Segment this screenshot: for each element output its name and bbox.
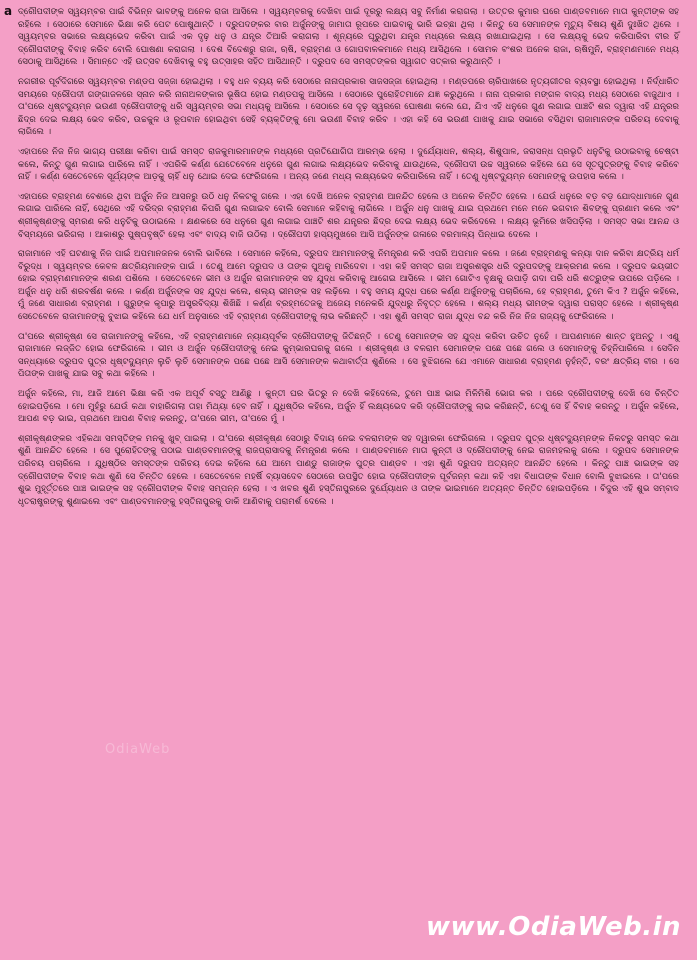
- paragraph: ଶ୍ରୀକୃଷ୍ଣଙ୍କର ଏହିକଥା ସମସ୍ତିଙ୍କ ମନକୁ ଖୁବ୍ ପାଇଲା । ତା'ପରେ ଶ୍ରୀକୃଷ୍ଣ ସେଠାରୁ ବିଦାୟ ନେଇ ବଳରାମଙ୍କ ସହ ଦ୍ୱାରକା ଫେରିଗଲେ । ଦ୍ରୁପଦ ପୁତ୍ର ଧୃଷ୍ଟଦ୍ୟୁମ୍ନଙ୍କ ନିକଟରୁ ସମସ୍ତ କଥା ଶୁଣି ଆନନ୍ଦିତ ହେଲେ । ସେ ପୁରୋହିତଙ୍କୁ ପଠାଇ ପାଣ୍ଡବମାନଙ୍କୁ ରାଜପ୍ରାସାଦକୁ ନିମନ୍ତ୍ରଣ କଲେ । ପାଣ୍ଡବମାନେ ମାତା କୁନ୍ତୀ ଓ ଦ୍ରୌପଦୀଙ୍କୁ ନେଇ ରାଜମହଲକୁ ଗଲେ । ଦ୍ରୁପଦ ସେମାନଙ୍କ ପରିଚୟ ପଚାରିଲେ । ଯୁଧିଷ୍ଠିର ସମସ୍ତଙ୍କ ପରିଚୟ ଦେଇ କହିଲେ ଯେ ଆମେ ପାଣ୍ଡୁ ରାଜାଙ୍କ ପୁତ୍ର ପାଣ୍ଡବ । ଏହା ଶୁଣି ଦ୍ରୁପଦ ଅତ୍ୟନ୍ତ ଆନନ୍ଦିତ ହେଲେ । କିନ୍ତୁ ପାଞ୍ଚ ଭାଇଙ୍କ ସହ ଦ୍ରୌପଦୀଙ୍କ ବିବାହ କଥା ଶୁଣି ସେ ଚିନ୍ତିତ ହେଲେ । ସେତେବେଳେ ମହର୍ଷି ବ୍ୟାସଦେବ ସେଠାରେ ଉପସ୍ଥିତ ହୋଇ ଦ୍ରୌପଦୀଙ୍କ ପୂର୍ବଜନ୍ମ କଥା କହି ଏହା ବିଧାତାଙ୍କ ବିଧାନ ବୋଲି ବୁଝାଇଲେ । ତା'ପରେ ଶୁଭ ମୁହୂର୍ତ୍ତରେ ପାଞ୍ଚ ଭାଇଙ୍କ ସହ ଦ୍ରୌପଦୀଙ୍କ ବିବାହ ସମ୍ପନ୍ନ ହେଲା । ଏ ଖବର ଶୁଣି ହସ୍ତିନାପୁରରେ ଦୁର୍ଯ୍ୟୋଧନ ଓ ତାଙ୍କ ଭାଇମାନେ ଅତ୍ୟନ୍ତ ଚିନ୍ତିତ ହୋଇପଡ଼ିଲେ । ବିଦୁର ଏହି ଶୁଭ ସମ୍ବାଦ ଧୃତରାଷ୍ଟ୍ରଙ୍କୁ ଶୁଣାଇଲେ ଏବଂ ପାଣ୍ଡବମାନଙ୍କୁ ହସ୍ତିନାପୁରକୁ ଡାକି ଆଣିବାକୁ ପରାମର୍ଶ ଦେଲେ ।: [18, 433, 679, 507]
- paragraph: ଦ୍ରୌପଦୀଙ୍କ ସ୍ୱୟମ୍ବର ପାଇଁ ବିଭିନ୍ନ ଭାବଙ୍କୁ ଅନେକ ରାଜା ଆସିଲେ । ସ୍ୱୟମ୍ବରକୁ ଦେଖିବା ପାଇଁ ଦୂରରୁ ଲକ୍ଷ୍ୟ ସବୁ ନିର୍ମାଣ କରାଗଲା । ଉତ୍ତର କୁମାର ଘରେ ପାଣ୍ଡବମାନେ ମାତା କୁନ୍ତୀଙ୍କ ସହ ରହିଲେ । ସେଠାରେ ସେମାନେ ଭିକ୍ଷା କରି ପେଟ ପୋଷୁଥାନ୍ତି । ଦ୍ରୁପଦଙ୍କର ବାର ଅର୍ଜୁନଙ୍କୁ ଜାମାତା ରୂପରେ ପାଇବାକୁ ଭାରି ଇଚ୍ଛା ଥିଲା । କିନ୍ତୁ ସେ ସେମାନଙ୍କ ମୃତ୍ୟୁ ବିଷୟ ଶୁଣି ଦୁଃଖିତ ଥିଲେ । ସ୍ୱୟମ୍ବର ସଭାରେ ଲକ୍ଷ୍ୟଭେଦ କରିବା ପାଇଁ ଏକ ଦୃଢ଼ ଧନୁ ଓ ଯନ୍ତ୍ର ତିଆରି କରାଗଲା । ଶୂନ୍ୟରେ ଘୂରୁଥିବା ଯନ୍ତ୍ର ମଧ୍ୟରେ ଲକ୍ଷ୍ୟ ରଖାଯାଇଥିଲା । ସେ ଲକ୍ଷ୍ୟକୁ ଭେଦ କରିପାରିବା ବୀର ହିଁ ଦ୍ରୌପଦୀଙ୍କୁ ବିବାହ କରିବ ବୋଲି ଘୋଷଣା କରାଗଲା । ଦେଶ ବିଦେଶରୁ ରାଜା, ଋଷି, ବ୍ରାହ୍ମଣ ଓ ଗୋପବାଳକମାନେ ମଧ୍ୟ ଆସିଥିଲେ । ସୋମକ ବଂଶର ଅନେକ ରାଜା, ଋଷିମୁନି, ବ୍ରାହ୍ମଣମାନେ ମଧ୍ୟ ସେଠାକୁ ଆସିଥିଲେ । ସିମାନ୍ତେ ଏହି ଉତ୍ସବ ଦେଖିବାକୁ ବହୁ ଉତ୍ସାହର ସହିତ ଆସିଥାନ୍ତି । ଦ୍ରୁପଦ ସେ ସମସ୍ତଙ୍କର ସ୍ୱାଗତ ସତ୍କାର କରୁଥାନ୍ତି ।: [18, 7, 679, 68]
- paragraph: ତା'ପରେ ଶ୍ରୀକୃଷ୍ଣ ସେ ରାଜାମାନଙ୍କୁ କହିଲେ, ଏହି ବ୍ରାହ୍ମଣମାନେ ନ୍ୟାୟପୂର୍ବକ ଦ୍ରୌପଦୀଙ୍କୁ ଜିତିଛନ୍ତି । ତେଣୁ ସେମାନଙ୍କ ସହ ଯୁଦ୍ଧ କରିବା ଉଚିତ ନୁହେଁ । ଆପଣମାନେ ଶାନ୍ତ ହୁଅନ୍ତୁ । ଏଣୁ ରାଜାମାନେ ଲଜ୍ଜିତ ହୋଇ ଫେରିଗଲେ । ଭୀମ ଓ ଅର୍ଜୁନ ଦ୍ରୌପଦୀଙ୍କୁ ନେଇ କୁମ୍ଭାରଘରକୁ ଗଲେ । ଶ୍ରୀକୃଷ୍ଣ ଓ ବଳରାମ ସେମାନଙ୍କ ପଛେ ପଛେ ଗଲେ ଓ ସେମାନଙ୍କୁ ଚିହ୍ନିପାରିଲେ । ସେଦିନ ସନ୍ଧ୍ୟାରେ ଦ୍ରୁପଦ ପୁତ୍ର ଧୃଷ୍ଟଦ୍ୟୁମ୍ନ ଲୁଚି ଲୁଚି ସେମାନଙ୍କ ପଛେ ପଛେ ଆସି ସେମାନଙ୍କ କଥାବାର୍ତ୍ତା ଶୁଣିଲେ । ସେ ବୁଝିଗଲେ ଯେ ଏମାନେ ସାଧାରଣ ବ୍ରାହ୍ମଣ ନୁହଁନ୍ତି, ବରଂ କ୍ଷତ୍ରିୟ ବୀର । ସେ ପିତାଙ୍କ ପାଖକୁ ଯାଇ ସବୁ କଥା କହିଲେ ।: [18, 331, 679, 380]
- paragraph: ରାଜାମାନେ ଏହି ଘଟଣାକୁ ନିଜ ପାଇଁ ଅପମାନଜନକ ବୋଲି ଭାବିଲେ । ସେମାନେ କହିଲେ, ଦ୍ରୁପଦ ଆମମାନଙ୍କୁ ନିମନ୍ତ୍ରଣ କରି ଏପରି ଅପମାନ କଲେ । ଜଣେ ବ୍ରାହ୍ମଣକୁ କନ୍ୟା ଦାନ କରିବା କ୍ଷତ୍ରିୟ ଧର୍ମ ବିରୁଦ୍ଧ । ସ୍ୱୟମ୍ବର କେବଳ କ୍ଷତ୍ରିୟମାନଙ୍କ ପାଇଁ । ତେଣୁ ଆମେ ଦ୍ରୁପଦ ଓ ତାଙ୍କ ପୁଅକୁ ମାରିଦେବା । ଏହା କହି ସମସ୍ତ ରାଜା ଅସ୍ତ୍ରଶସ୍ତ୍ର ଧରି ଦ୍ରୁପଦଙ୍କୁ ଆକ୍ରମଣ କଲେ । ଦ୍ରୁପଦ ଭୟଭୀତ ହୋଇ ବ୍ରାହ୍ମଣମାନଙ୍କ ଶରଣ ପଶିଲେ । ସେତେବେଳେ ଭୀମ ଓ ଅର୍ଜୁନ ରାଜାମାନଙ୍କ ସହ ଯୁଦ୍ଧ କରିବାକୁ ଆଗେଇ ଆସିଲେ । ଭୀମ ଗୋଟିଏ ବୃକ୍ଷକୁ ଉପାଡ଼ି ଗଦା ପରି ଧରି ଶତ୍ରୁଙ୍କ ଉପରେ ପଡ଼ିଲେ । ଅର୍ଜୁନ ଧନୁ ଧରି ଶରବର୍ଷଣ କଲେ । କର୍ଣ୍ଣ ଅର୍ଜୁନଙ୍କ ସହ ଯୁଦ୍ଧ କଲେ, ଶଲ୍ୟ ଭୀମଙ୍କ ସହ ଲଢ଼ିଲେ । ବହୁ ସମୟ ଯୁଦ୍ଧ ପରେ କର୍ଣ୍ଣ ଅର୍ଜୁନଙ୍କୁ ପଚାରିଲେ, ହେ ବ୍ରାହ୍ମଣ, ତୁମେ କିଏ ? ଅର୍ଜୁନ କହିଲେ, ମୁଁ ଜଣେ ସାଧାରଣ ବ୍ରାହ୍ମଣ । ଗୁରୁଙ୍କ କୃପାରୁ ଅସ୍ତ୍ରବିଦ୍ୟା ଶିଖିଛି । କର୍ଣ୍ଣ ବ୍ରହ୍ମତେଜକୁ ଅଜେୟ ମନେକରି ଯୁଦ୍ଧରୁ ନିବୃତ୍ତ ହେଲେ । ଶଲ୍ୟ ମଧ୍ୟ ଭୀମଙ୍କ ଦ୍ୱାରା ପରାସ୍ତ ହେଲେ । ଶ୍ରୀକୃଷ୍ଣ ସେତେବେଳେ ରାଜାମାନଙ୍କୁ ବୁଝାଇ କହିଲେ ଯେ ଧର୍ମ ଅନୁସାରେ ଏହି ବ୍ରାହ୍ମଣ ଦ୍ରୌପଦୀଙ୍କୁ ଲାଭ କରିଛନ୍ତି । ଏହା ଶୁଣି ସମସ୍ତ ରାଜା ଯୁଦ୍ଧ ବନ୍ଦ କରି ନିଜ ନିଜ ରାଜ୍ୟକୁ ଫେରିଗଲେ ।: [18, 249, 679, 323]
- paragraph: ଏହାପରେ ନିଜ ନିଜ ଭାଗ୍ୟ ପରୀକ୍ଷା କରିବା ପାଇଁ ସମସ୍ତ ରାଜକୁମାରମାନଙ୍କ ମଧ୍ୟରେ ପ୍ରତିଯୋଗିତା ଆରମ୍ଭ ହେଲା । ଦୁର୍ଯ୍ୟୋଧନ, ଶଲ୍ୟ, ଶିଶୁପାଳ, ଜରାସନ୍ଧ ପ୍ରଭୃତି ଧନୁଟିକୁ ଉଠାଇବାକୁ ଚେଷ୍ଟା କଲେ, କିନ୍ତୁ ଗୁଣ ଲଗାଇ ପାରିଲେ ନାହିଁ । ଏପରିକି କର୍ଣ୍ଣ ଯେତେବେଳେ ଧନୁରେ ଗୁଣ ଲଗାଇ ଲକ୍ଷ୍ୟଭେଦ କରିବାକୁ ଯାଉଥିଲେ, ଦ୍ରୌପଦୀ ଉଚ୍ଚ ସ୍ୱରରେ କହିଲେ ଯେ ସେ ସୂତପୁତ୍ରଙ୍କୁ ବିବାହ କରିବେ ନାହିଁ । କର୍ଣ୍ଣ ସେତେବେଳେ ସୂର୍ଯ୍ୟଙ୍କ ଆଡ଼କୁ ଚାହିଁ ଧନୁ ଥୋଇ ଦେଇ ଫେରିଗଲେ । ଅନ୍ୟ ଜଣେ ମଧ୍ୟ ଲକ୍ଷ୍ୟଭେଦ କରିପାରିଲେ ନାହିଁ । ତେଣୁ ଧୃଷ୍ଟଦ୍ୟୁମ୍ନ ସେମାନଙ୍କୁ ଉପହାସ କଲେ ।: [18, 146, 679, 183]
- watermark: OdiaWeb: [105, 742, 171, 757]
- paragraph: ଏହାପରେ ବ୍ରାହ୍ମଣ ବେଶରେ ଥିବା ଅର୍ଜୁନ ନିଜ ଆସନରୁ ଉଠି ଧନୁ ନିକଟକୁ ଗଲେ । ଏହା ଦେଖି ଅନେକ ବ୍ରାହ୍ମଣ ଆନନ୍ଦିତ ହେଲେ ଓ ଅନେକ ଚିନ୍ତିତ ହେଲେ । ଯେଉଁ ଧନୁରେ ବଡ଼ ବଡ଼ ଯୋଦ୍ଧାମାନେ ଗୁଣ ଲଗାଇ ପାରିଲେ ନାହିଁ, ସେଥିରେ ଏହି ଦରିଦ୍ର ବ୍ରାହ୍ମଣ କିପରି ଗୁଣ ଲଗାଇବ ବୋଲି ସେମାନେ କହିବାକୁ ଲାଗିଲେ । ଅର୍ଜୁନ ଧନୁ ପାଖକୁ ଯାଇ ପ୍ରଥମେ ମନେ ମନେ ଭଗବାନ ଶିବଙ୍କୁ ପ୍ରଣାମ କଲେ ଏବଂ ଶ୍ରୀକୃଷ୍ଣଙ୍କୁ ସ୍ମରଣ କରି ଧନୁଟିକୁ ଉଠାଇଲେ । କ୍ଷଣକରେ ସେ ଧନୁରେ ଗୁଣ ଲଗାଇ ପାଞ୍ଚଟି ଶର ଯନ୍ତ୍ରର ଛିଦ୍ର ଦେଇ ଲକ୍ଷ୍ୟ ଭେଦ କରିଦେଲେ । ଲକ୍ଷ୍ୟ ଭୂମିରେ ଖସିପଡ଼ିଲା । ସମସ୍ତ ସଭା ଆନନ୍ଦ ଓ ବିସ୍ମୟରେ ଭରିଗଲା । ଆକାଶରୁ ପୁଷ୍ପବୃଷ୍ଟି ହେଲା ଏବଂ ବାଦ୍ୟ ବାଜି ଉଠିଲା । ଦ୍ରୌପଦୀ ହାସ୍ୟମୁଖରେ ଆସି ଅର୍ଜୁନଙ୍କ ଗଳାରେ ବରମାଳ୍ୟ ପିନ୍ଧାଇ ଦେଲେ ।: [18, 191, 679, 240]
- page-marker: a: [4, 4, 13, 18]
- paragraph: ନଗରୀର ପୂର୍ବଦିଗରେ ସ୍ୱୟମ୍ବର ମଣ୍ଡପ ସଜ୍ଜା ହୋଇଥିଲା । ବହୁ ଧନ ବ୍ୟୟ କରି ସେଠାରେ ନାନାପ୍ରକାର ସାଜସଜ୍ଜା ହୋଇଥିଲା । ମଣ୍ଡପରେ ଚାରିପାଖରେ ନୃତ୍ୟଗୀତର ବ୍ୟବସ୍ଥା ହୋଇଥିଲା । ନିର୍ଦ୍ଧାରିତ ସମୟରେ ଦ୍ରୌପଦୀ ଗଙ୍ଗାଜଳରେ ସ୍ନାନ କରି ନାନାଅଳଙ୍କାର ଭୂଷିତା ହୋଇ ମଣ୍ଡପକୁ ଆସିଲେ । ସେଠାରେ ପୁରୋହିତମାନେ ଯଜ୍ଞ କରୁଥିଲେ । ନାନା ପ୍ରକାର ମଙ୍ଗଳ ବାଦ୍ୟ ମଧ୍ୟ ସେଠାରେ ବାଜୁଥାଏ । ତା'ପରେ ଧୃଷ୍ଟଦ୍ୟୁମ୍ନ ଭଉଣୀ ଦ୍ରୌପଦୀଙ୍କୁ ଧରି ସ୍ୱୟମ୍ବର ସଭା ମଧ୍ୟକୁ ଆସିଲେ । ସେଠାରେ ସେ ଦୃଢ଼ ସ୍ୱରରେ ଘୋଷଣା କଲେ ଯେ, ଯିଏ ଏହି ଧନୁରେ ଗୁଣ ଲଗାଇ ପାଞ୍ଚଟି ଶର ଦ୍ୱାରା ଏହି ଯନ୍ତ୍ରର ଛିଦ୍ର ଦେଇ ଲକ୍ଷ୍ୟ ଭେଦ କରିବ, ଉଚ୍ଚକୁଳ ଓ ରୂପବାନ ହୋଇଥିବା ସେହି ବ୍ୟକ୍ତିଙ୍କୁ ମୋ ଭଉଣୀ ବିବାହ କରିବ । ଏହା କହି ସେ ଭଉଣୀ ପାଖକୁ ଯାଇ ସଭାରେ ବସିଥିବା ରାଜାମାନଙ୍କ ପରିଚୟ ଦେବାକୁ ଲାଗିଲେ ।: [18, 76, 680, 138]
- paragraph: ଅର୍ଜୁନ କହିଲେ, ମା, ଆଜି ଆମେ ଭିକ୍ଷା କରି ଏକ ଅପୂର୍ବ ବସ୍ତୁ ଆଣିଛୁ । କୁନ୍ତୀ ଘର ଭିତରୁ ନ ଦେଖି କହିଦେଲେ, ତୁମେ ପାଞ୍ଚ ଭାଇ ମିଳିମିଶି ଭୋଗ କର । ପରେ ଦ୍ରୌପଦୀଙ୍କୁ ଦେଖି ସେ ଚିନ୍ତିତ ହୋଇପଡ଼ିଲେ । ମୋ ମୁହଁରୁ ଯେଉଁ କଥା ବାହାରିଗଲା ତାହା ମିଥ୍ୟା ହେବ ନାହିଁ । ଯୁଧିଷ୍ଠିର କହିଲେ, ଅର୍ଜୁନ ହିଁ ଲକ୍ଷ୍ୟଭେଦ କରି ଦ୍ରୌପଦୀଙ୍କୁ ଲାଭ କରିଛନ୍ତି, ତେଣୁ ସେ ହିଁ ବିବାହ କରନ୍ତୁ । ଅର୍ଜୁନ କହିଲେ, ଆପଣ ବଡ଼ ଭାଇ, ପ୍ରଥମେ ଆପଣ ବିବାହ କରନ୍ତୁ, ତା'ପରେ ଭୀମ, ତା'ପରେ ମୁଁ ।: [18, 389, 679, 425]
- site-url-footer: www.OdiaWeb.in: [425, 912, 681, 942]
